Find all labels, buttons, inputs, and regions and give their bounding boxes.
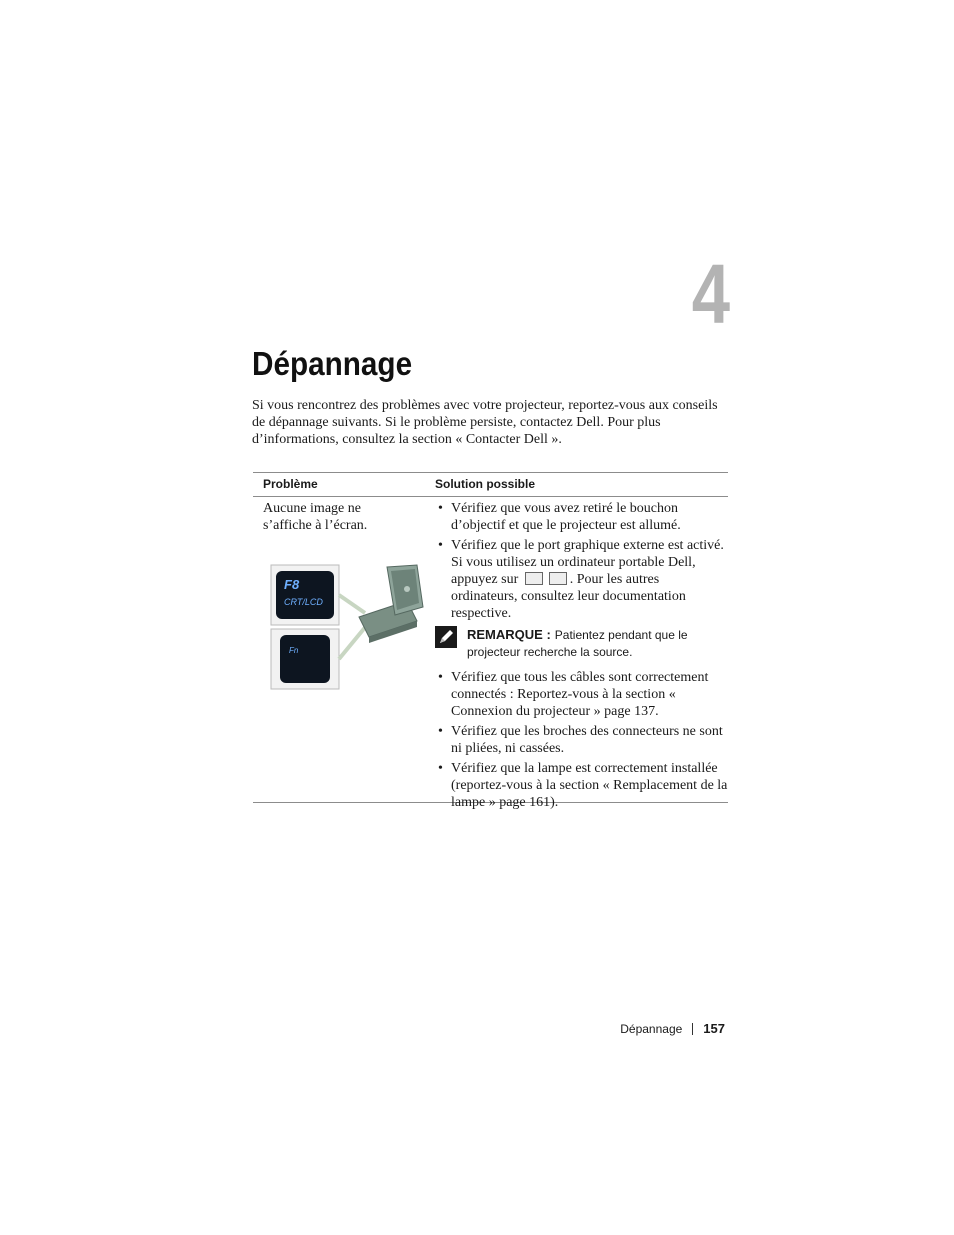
display-switch-key-icon — [549, 572, 567, 585]
callout-line-fn — [339, 625, 367, 659]
table-header — [253, 473, 728, 497]
callout-line-f8 — [339, 595, 365, 613]
laptop-keys-illustration — [267, 563, 427, 691]
page-footer — [580, 1021, 725, 1036]
solution-text-part: Vérifiez que le port graphique externe est activé. Si vous utilisez un ordinateur portable Dell, appuyez sur — [451, 538, 724, 587]
fn-key — [280, 635, 330, 683]
chapter-title: Dépannage — [252, 345, 413, 382]
footer-section: Dépannage — [620, 1022, 683, 1036]
f8-key-label: F8 — [284, 577, 300, 592]
solution-item: • Vérifiez que tous les câbles sont correctement connectés : Reportez-vous à la section « Connexion du projecteur » page 137. — [438, 669, 728, 720]
note-body: Patientez pendant que le projecteur recherche la source. — [467, 628, 688, 659]
solution-item: • Vérifiez que les broches des connecteurs ne sont ni pliées, ni cassées. — [438, 723, 728, 757]
note-text — [467, 626, 728, 661]
note-label: REMARQUE : — [467, 627, 551, 642]
solution-text-part: . Pour les autres ordinateurs, consultez leur documentation respective. — [451, 572, 686, 621]
header-problem: Problème — [263, 477, 318, 491]
note-pencil-icon — [435, 626, 457, 648]
problem-description: Aucune image ne s’affiche à l’écran. — [263, 501, 368, 533]
solution-item — [438, 537, 728, 622]
crt-lcd-label: CRT/LCD — [284, 597, 323, 607]
fn-key-label: Fn — [289, 646, 299, 655]
solution-item: • Vérifiez que la lampe est correctement installée (reportez-vous à la section « Remplacement de la lampe » page 161). — [438, 760, 728, 811]
troubleshooting-table — [253, 472, 728, 810]
chapter-number: 4 — [691, 247, 730, 341]
header-solution: Solution possible — [435, 477, 536, 491]
fn-key-icon — [525, 572, 543, 585]
solution-item: • Vérifiez que vous avez retiré le bouchon d’objectif et que le projecteur est allumé. — [438, 500, 728, 534]
table-row — [253, 497, 728, 810]
note-box — [435, 626, 728, 661]
laptop-icon — [359, 565, 423, 643]
intro-paragraph: Si vous rencontrez des problèmes avec votre projecteur, reportez-vous aux conseils de dépannage suivants. Si le problème persiste, contactez Dell. Pour plus d’informations, consultez la section « Contacter Dell ». — [252, 398, 718, 447]
solution-list — [438, 500, 728, 814]
footer-divider — [692, 1023, 693, 1035]
page-number: 157 — [703, 1021, 725, 1036]
